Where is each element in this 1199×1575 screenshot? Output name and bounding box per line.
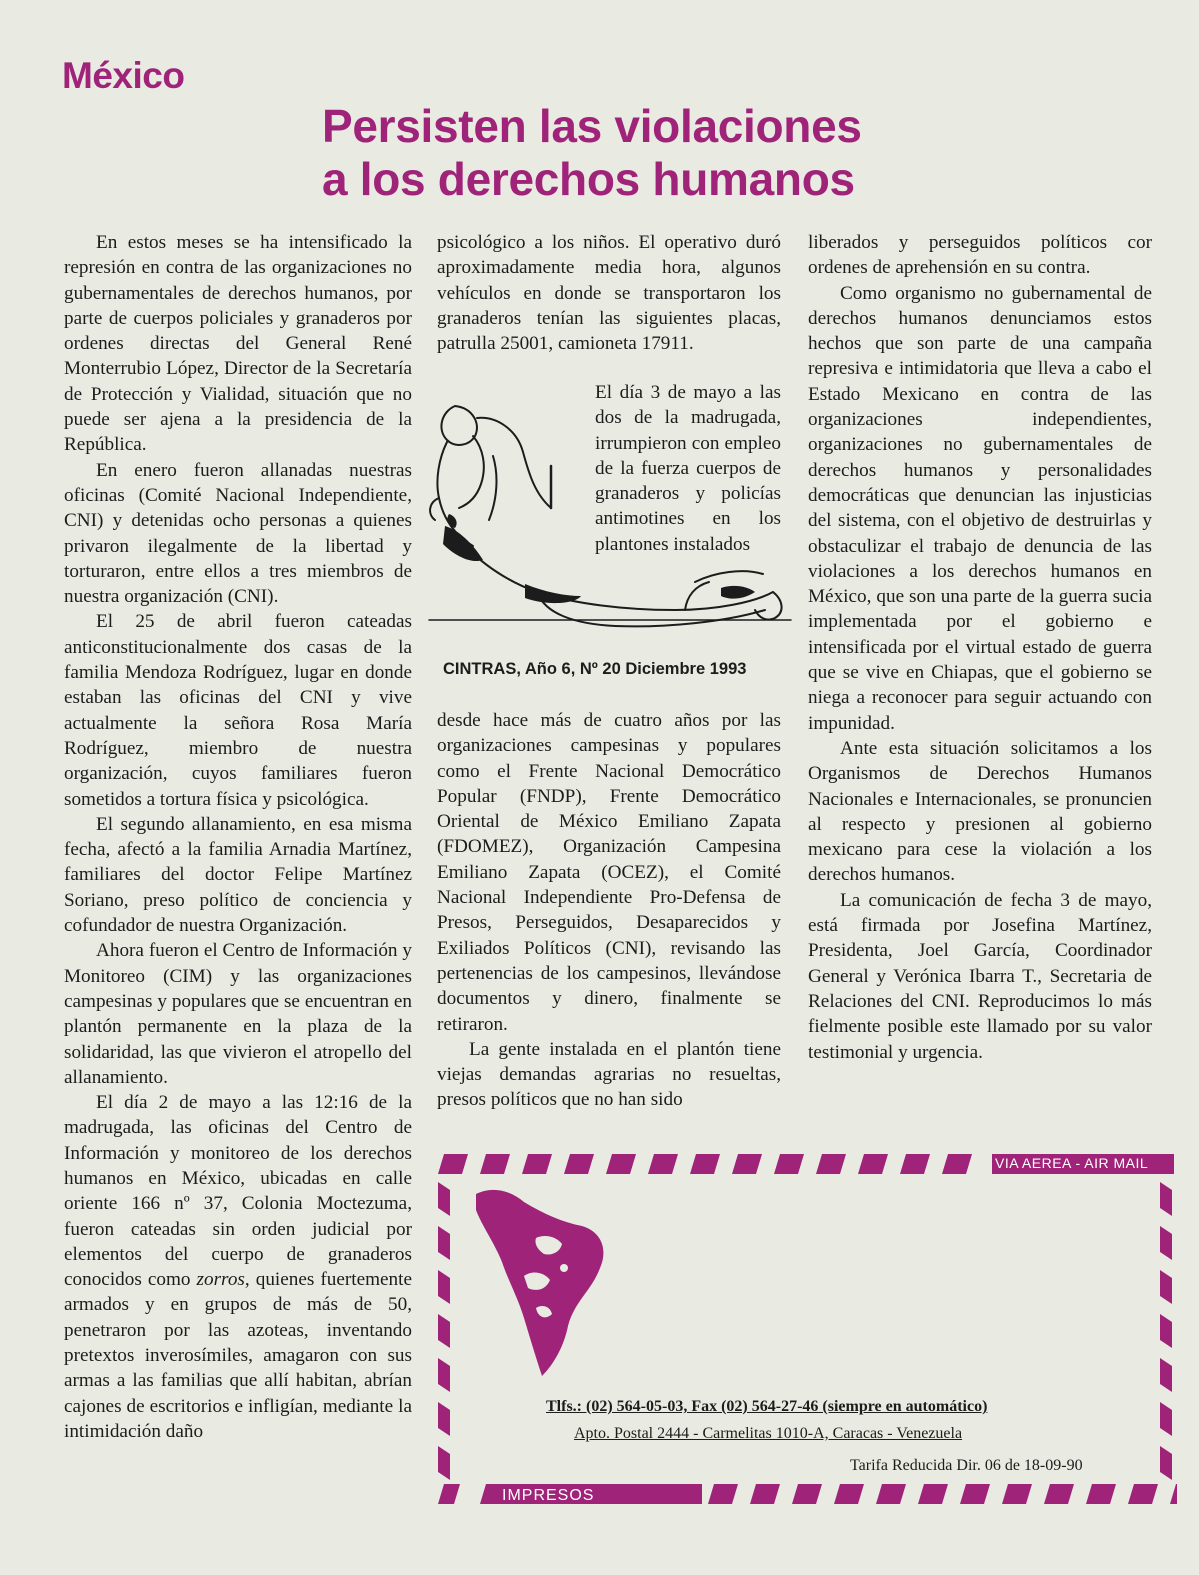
airmail-stripe (564, 1154, 594, 1174)
airmail-stripe (816, 1154, 846, 1174)
paragraph: La gente instalada en el plantón tiene viejas demandas agrarias no resueltas, presos políticos que no han sido (437, 1038, 781, 1111)
airmail-envelope (432, 1150, 1177, 1510)
airmail-stripe (648, 1154, 678, 1174)
paragraph: Como organismo no gubernamental de derechos humanos denunciamos estos hechos que son parte de una campaña represiva e intimidatoria que lleva a cabo el Estado Mexicano en contra de las organizaciones independientes, organizaciones no gubernamentales de derechos humanos y personalidades democráticas que denuncian las injusticias del sistema, con el objetivo de destruirlas y obstaculizar el trabajo de denuncia de las violaciones a los derechos humanos en México, que son una parte de la guerra sucia implementada por el gobierno e intensificada por el virtual estado de guerra que se vive en Chiapas, que el gobierno se niega a reconocer para seguir actuando con impunidad. (808, 282, 1152, 734)
airmail-stripe (438, 1402, 450, 1436)
airmail-stripe (960, 1484, 990, 1504)
airmail-stripe (876, 1484, 906, 1504)
airmail-stripe (1160, 1270, 1172, 1304)
postal-rate: Tarifa Reducida Dir. 06 de 18-09-90 (850, 1457, 1083, 1474)
paragraph: El segundo allanamiento, en esa misma fecha, afectó a la familia Arnadia Martínez, familiares del doctor Felipe Martínez Soriano, preso político de conciencia y cofundador de nuestra Organización. (64, 813, 412, 937)
airmail-stripe (942, 1154, 972, 1174)
airmail-stripe (1128, 1484, 1158, 1504)
airmail-stripe (858, 1154, 888, 1174)
airmail-stripe (732, 1154, 762, 1174)
contact-phone: Tlfs.: (02) 564-05-03, Fax (02) 564-27-46 (siempre en automático) (546, 1398, 988, 1415)
article-column-3 (808, 230, 1152, 1065)
italic-term: zorros (196, 1269, 245, 1291)
airmail-stripe (438, 1314, 450, 1348)
airmail-stripe (1160, 1358, 1172, 1392)
paragraph: El día 3 de mayo a las dos de la madrugada, irrumpieron con empleo de la fuerza cuerpos de granaderos y policías antimotines en los plantones instalados (595, 382, 781, 555)
airmail-label: VIA AEREA - AIR MAIL (995, 1155, 1149, 1171)
title-line-2: a los derechos humanos (322, 153, 855, 205)
airmail-stripe (1086, 1484, 1116, 1504)
paragraph: La comunicación de fecha 3 de mayo, está firmada por Josefina Martínez, Presidenta, Joel García, Coordinador General y Verónica Ibarra T., Secretaria de Relaciones del CNI. Reproducimos lo más fielmente posible este llamado por su valor testimonial y urgencia. (808, 889, 1152, 1063)
paragraph-text: El día 2 de mayo a las 12:16 de la madrugada, las oficinas del Centro de Información y monitoreo de los derechos humanos en México, ubicadas en calle oriente 166 nº 37, Colonia Moctezuma, fueron cateadas sin orden judicial por elementos del cuerpo de granaderos conocidos como (64, 1092, 412, 1291)
airmail-stripe (1160, 1226, 1172, 1260)
paragraph: El 25 de abril fueron cateadas anticonstitucionalmente dos casas de la familia Mendoza Rodríguez, lugar en donde estaban las oficinas del CNI y vive actualmente la señora Rosa María Rodríguez, miembro de nuestra organización, cuyos familiares fueron sometidos a tortura física y psicológica. (64, 611, 412, 810)
airmail-stripe (1160, 1446, 1172, 1480)
section-heading: México (62, 55, 185, 96)
paragraph-text: , quienes fuertemente armados y en grupos de más de 50, penetraron por las azoteas, inventando pretextos inverosímiles, amagaron con sus armas a las familias que allí habitan, abrían cajones de escritorios e infligían, mediante la intimidación daño (64, 1269, 412, 1442)
airmail-stripe (522, 1154, 552, 1174)
airmail-stripe (1044, 1484, 1074, 1504)
article-column-2-bottom (437, 708, 781, 1113)
article-column-2-top (437, 230, 781, 356)
airmail-stripe (690, 1154, 720, 1174)
airmail-stripe (774, 1154, 804, 1174)
paragraph: liberados y perseguidos políticos cor ordenes de aprehensión en su contra. (808, 232, 1152, 279)
airmail-stripe (750, 1484, 780, 1504)
paragraph: psicológico a los niños. El operativo duró aproximadamente media hora, algunos vehículos en donde se transportaron los granaderos tenían las siguientes placas, patrulla 25001, camioneta 17911. (437, 232, 781, 355)
airmail-stripe (438, 1226, 450, 1260)
paragraph: Ahora fueron el Centro de Información y Monitoreo (CIM) y las organizaciones campesinas y populares que se encuentran en plantón permanente en la plaza de la solidaridad, las que vivieron el atropello del allanamiento. (64, 940, 412, 1088)
airmail-stripe (438, 1358, 450, 1392)
airmail-stripe (708, 1484, 738, 1504)
article-title (322, 100, 942, 206)
airmail-stripe (1002, 1484, 1032, 1504)
paragraph: En estos meses se ha intensificado la represión en contra de las organizaciones no gubernamentales de derechos humanos, por parte de cuerpos policiales y granaderos por ordenes directas del General René Monterrubio López, Director de la Secretaría de Protección y Vialidad, situación que no puede ser ajena a la presidencia de la República. (64, 232, 412, 456)
airmail-stripe (438, 1182, 450, 1216)
paragraph: Ante esta situación solicitamos a los Organismos de Derechos Humanos Nacionales e Internacionales, se pronuncien al respecto y presionen al gobierno mexicano para cese la violación a los derechos humanos. (808, 737, 1152, 886)
airmail-stripe (438, 1154, 468, 1174)
reclining-figure-drawing-icon (425, 396, 795, 640)
airmail-stripe (438, 1446, 450, 1480)
airmail-stripe (606, 1154, 636, 1174)
airmail-stripe (480, 1154, 510, 1174)
printed-matter-label: IMPRESOS (502, 1487, 595, 1504)
airmail-stripe (1170, 1484, 1177, 1504)
paragraph: En enero fueron allanadas nuestras oficinas (Comité Nacional Independiente, CNI) y detenidas ocho personas a quienes privaron ilegalmente de la libertad y torturaron, entre ellos a tres miembros de nuestra organización (CNI). (64, 459, 412, 608)
contact-address: Apto. Postal 2444 - Carmelitas 1010-A, Caracas - Venezuela (574, 1425, 963, 1442)
paragraph (64, 1090, 412, 1444)
airmail-stripe (792, 1484, 822, 1504)
article-column-1 (64, 230, 412, 1444)
airmail-stripe (1160, 1402, 1172, 1436)
airmail-stripe (834, 1484, 864, 1504)
airmail-stripe (900, 1154, 930, 1174)
title-line-1: Persisten las violaciones (322, 100, 862, 152)
airmail-stripe (1160, 1182, 1172, 1216)
airmail-stripe (438, 1270, 450, 1304)
airmail-stripe (438, 1484, 460, 1504)
paragraph: desde hace más de cuatro años por las organizaciones campesinas y populares como el Frente Nacional Democrático Popular (FNDP), Frente Democrático Oriental de México Emiliano Zapata (FDOMEZ), Organización Campesina Emiliano Zapata (OCEZ), el Comité Nacional Independiente Pro-Defensa de Presos, Perseguidos, Desaparecidos y Exiliados Políticos (CNI), revisando las pertenencias de los campesinos, llevándose documentos y dinero, finalmente se retiraron. (437, 710, 781, 1035)
airmail-stripe (918, 1484, 948, 1504)
airmail-stripe (1160, 1314, 1172, 1348)
illustration-caption: CINTRAS, Año 6, Nº 20 Diciembre 1993 (443, 660, 747, 678)
